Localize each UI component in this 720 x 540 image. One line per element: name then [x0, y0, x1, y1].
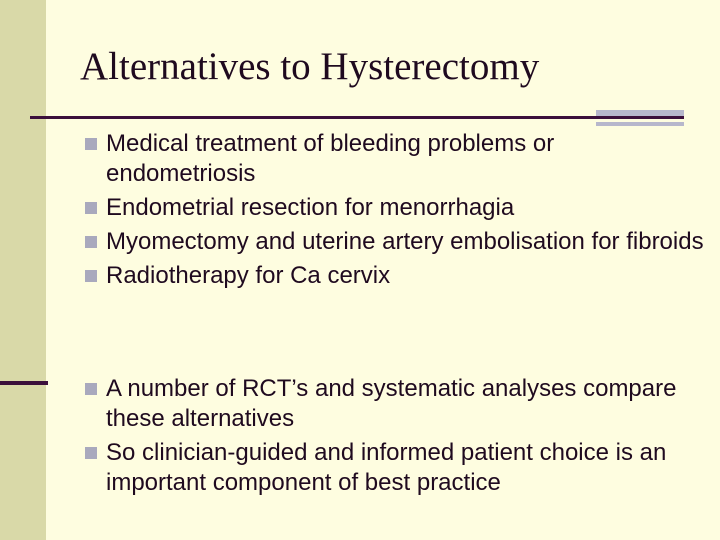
bullet-list-evidence — [84, 374, 704, 502]
bullet-item — [84, 227, 704, 257]
bullet-item — [84, 261, 704, 291]
bullet-item — [84, 129, 704, 189]
bullet-list-alternatives — [84, 129, 704, 295]
bullet-square-icon — [85, 270, 97, 282]
bullet-text: Medical treatment of bleeding problems or endometriosis — [106, 130, 555, 187]
bullet-text: Myomectomy and uterine artery embolisation for fibroids — [106, 228, 704, 255]
title-rule — [30, 116, 684, 119]
bullet-item — [84, 193, 704, 223]
bullet-square-icon — [85, 202, 97, 214]
bullet-square-icon — [85, 447, 97, 459]
bullet-text: Endometrial resection for menorrhagia — [106, 194, 515, 221]
slide-title: Alternatives to Hysterectomy — [80, 45, 540, 88]
sidebar-bar — [0, 0, 46, 540]
bullet-square-icon — [85, 236, 97, 248]
bullet-square-icon — [85, 383, 97, 395]
bullet-text: So clinician-guided and informed patient choice is an important component of best practice — [106, 439, 667, 496]
title-rule-accent-lower — [596, 122, 684, 126]
bullet-text: A number of RCT’s and systematic analyses compare these alternatives — [106, 375, 677, 432]
bullet-item — [84, 374, 704, 434]
bullet-square-icon — [85, 138, 97, 150]
bullet-item — [84, 438, 704, 498]
sidebar-divider — [0, 381, 48, 385]
bullet-text: Radiotherapy for Ca cervix — [106, 262, 391, 289]
